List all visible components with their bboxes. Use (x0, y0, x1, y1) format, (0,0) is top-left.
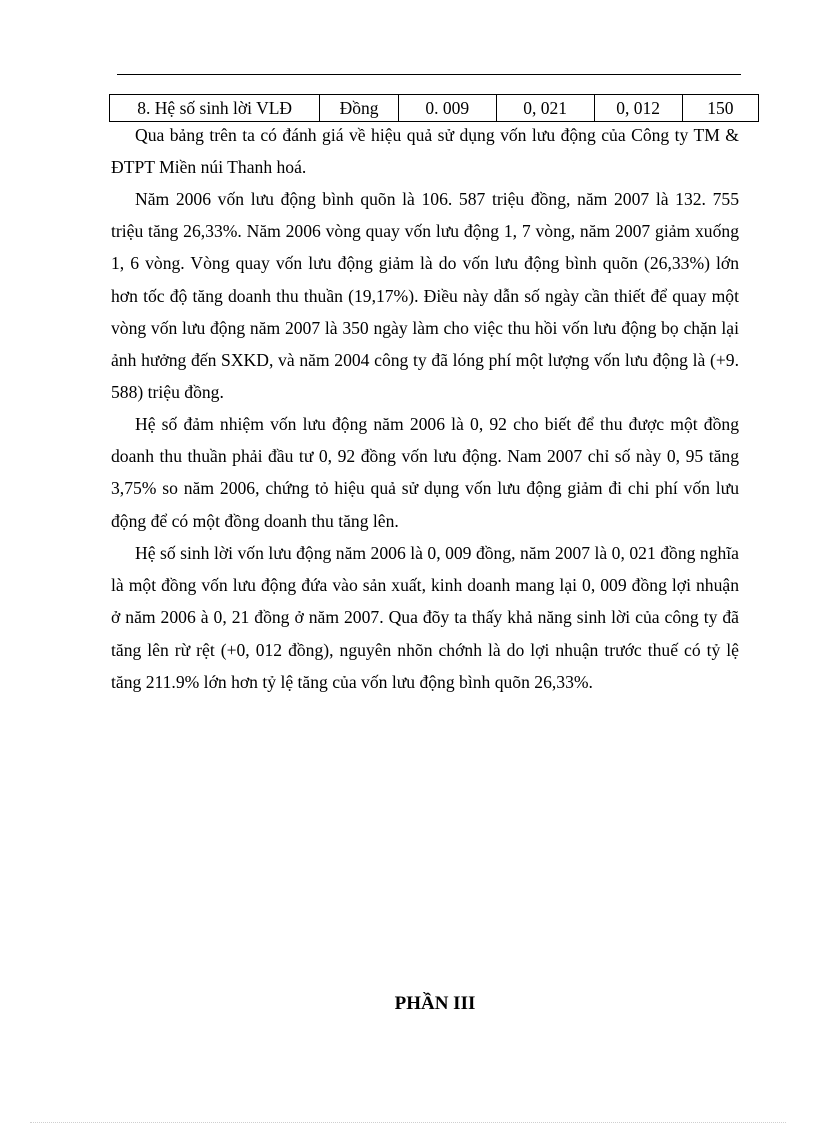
header-rule (117, 74, 741, 75)
cell-value-2007: 0, 021 (496, 95, 594, 122)
paragraph-capital-responsibility-ratio: Hệ số đảm nhiệm vốn lưu động năm 2006 là 0, 92 cho biết để thu được một đồng doanh thu thuần phải đầu tư 0, 92 đồng vốn lưu động. Nam 2007 chỉ số này 0, 95 tăng 3,75% so năm 2006, chứng tỏ hiệu quả sử dụng vốn lưu động giảm đi chi phí vốn lưu động để có một đồng doanh thu tăng lên. (111, 414, 739, 531)
paragraph-profitability-ratio: Hệ số sinh lời vốn lưu động năm 2006 là 0, 009 đồng, năm 2007 là 0, 021 đồng nghĩa là một đồng vốn lưu động đứa vào sản xuất, kinh doanh mang lại 0, 009 đồng lợi nhuận ở năm 2006 à 0, 21 đồng ở năm 2007. Qua đõy ta thấy khả năng sinh lời của công ty đã tăng lên rừ rệt (+0, 012 đồng), nguyên nhõn chớnh là do lợi nhuận trước thuế có tỷ lệ tăng 211.9% lớn hơn tỷ lệ tăng của vốn lưu động bình quõn 26,33%. (111, 543, 739, 692)
cell-value-percent: 150 (682, 95, 758, 122)
section-title: PHẦN III (394, 993, 476, 1014)
table-row (110, 95, 759, 122)
paragraph-assessment-intro: Qua bảng trên ta có đánh giá về hiệu quả sử dụng vốn lưu động của Công ty TM & ĐTPT Miền núi Thanh hoá. (111, 125, 739, 178)
cell-indicator-name: 8. Hệ số sinh lời VLĐ (110, 95, 320, 122)
cell-value-difference: 0, 012 (594, 95, 682, 122)
paragraph-working-capital-turnover: Năm 2006 vốn lưu động bình quõn là 106. 587 triệu đồng, năm 2007 là 132. 755 triệu tăng 26,33%. Năm 2006 vòng quay vốn lưu động 1, 7 vòng, năm 2007 giảm xuống 1, 6 vòng. Vòng quay vốn lưu động giảm là do vốn lưu động bình quõn (26,33%) lớn hơn tốc độ tăng doanh thu thuần (19,17%). Điều này dẫn số ngày cần thiết để quay một vòng vốn lưu động năm 2007 là 350 ngày làm cho việc thu hồi vốn lưu động bọ chặn lại ảnh hưởng đến SXKD, và năm 2004 công ty đã lóng phí một lượng vốn lưu động là (+9. 588) triệu đồng. (111, 189, 739, 403)
cell-value-2006: 0. 009 (398, 95, 496, 122)
summary-table (109, 94, 759, 122)
cell-unit: Đồng (320, 95, 398, 122)
